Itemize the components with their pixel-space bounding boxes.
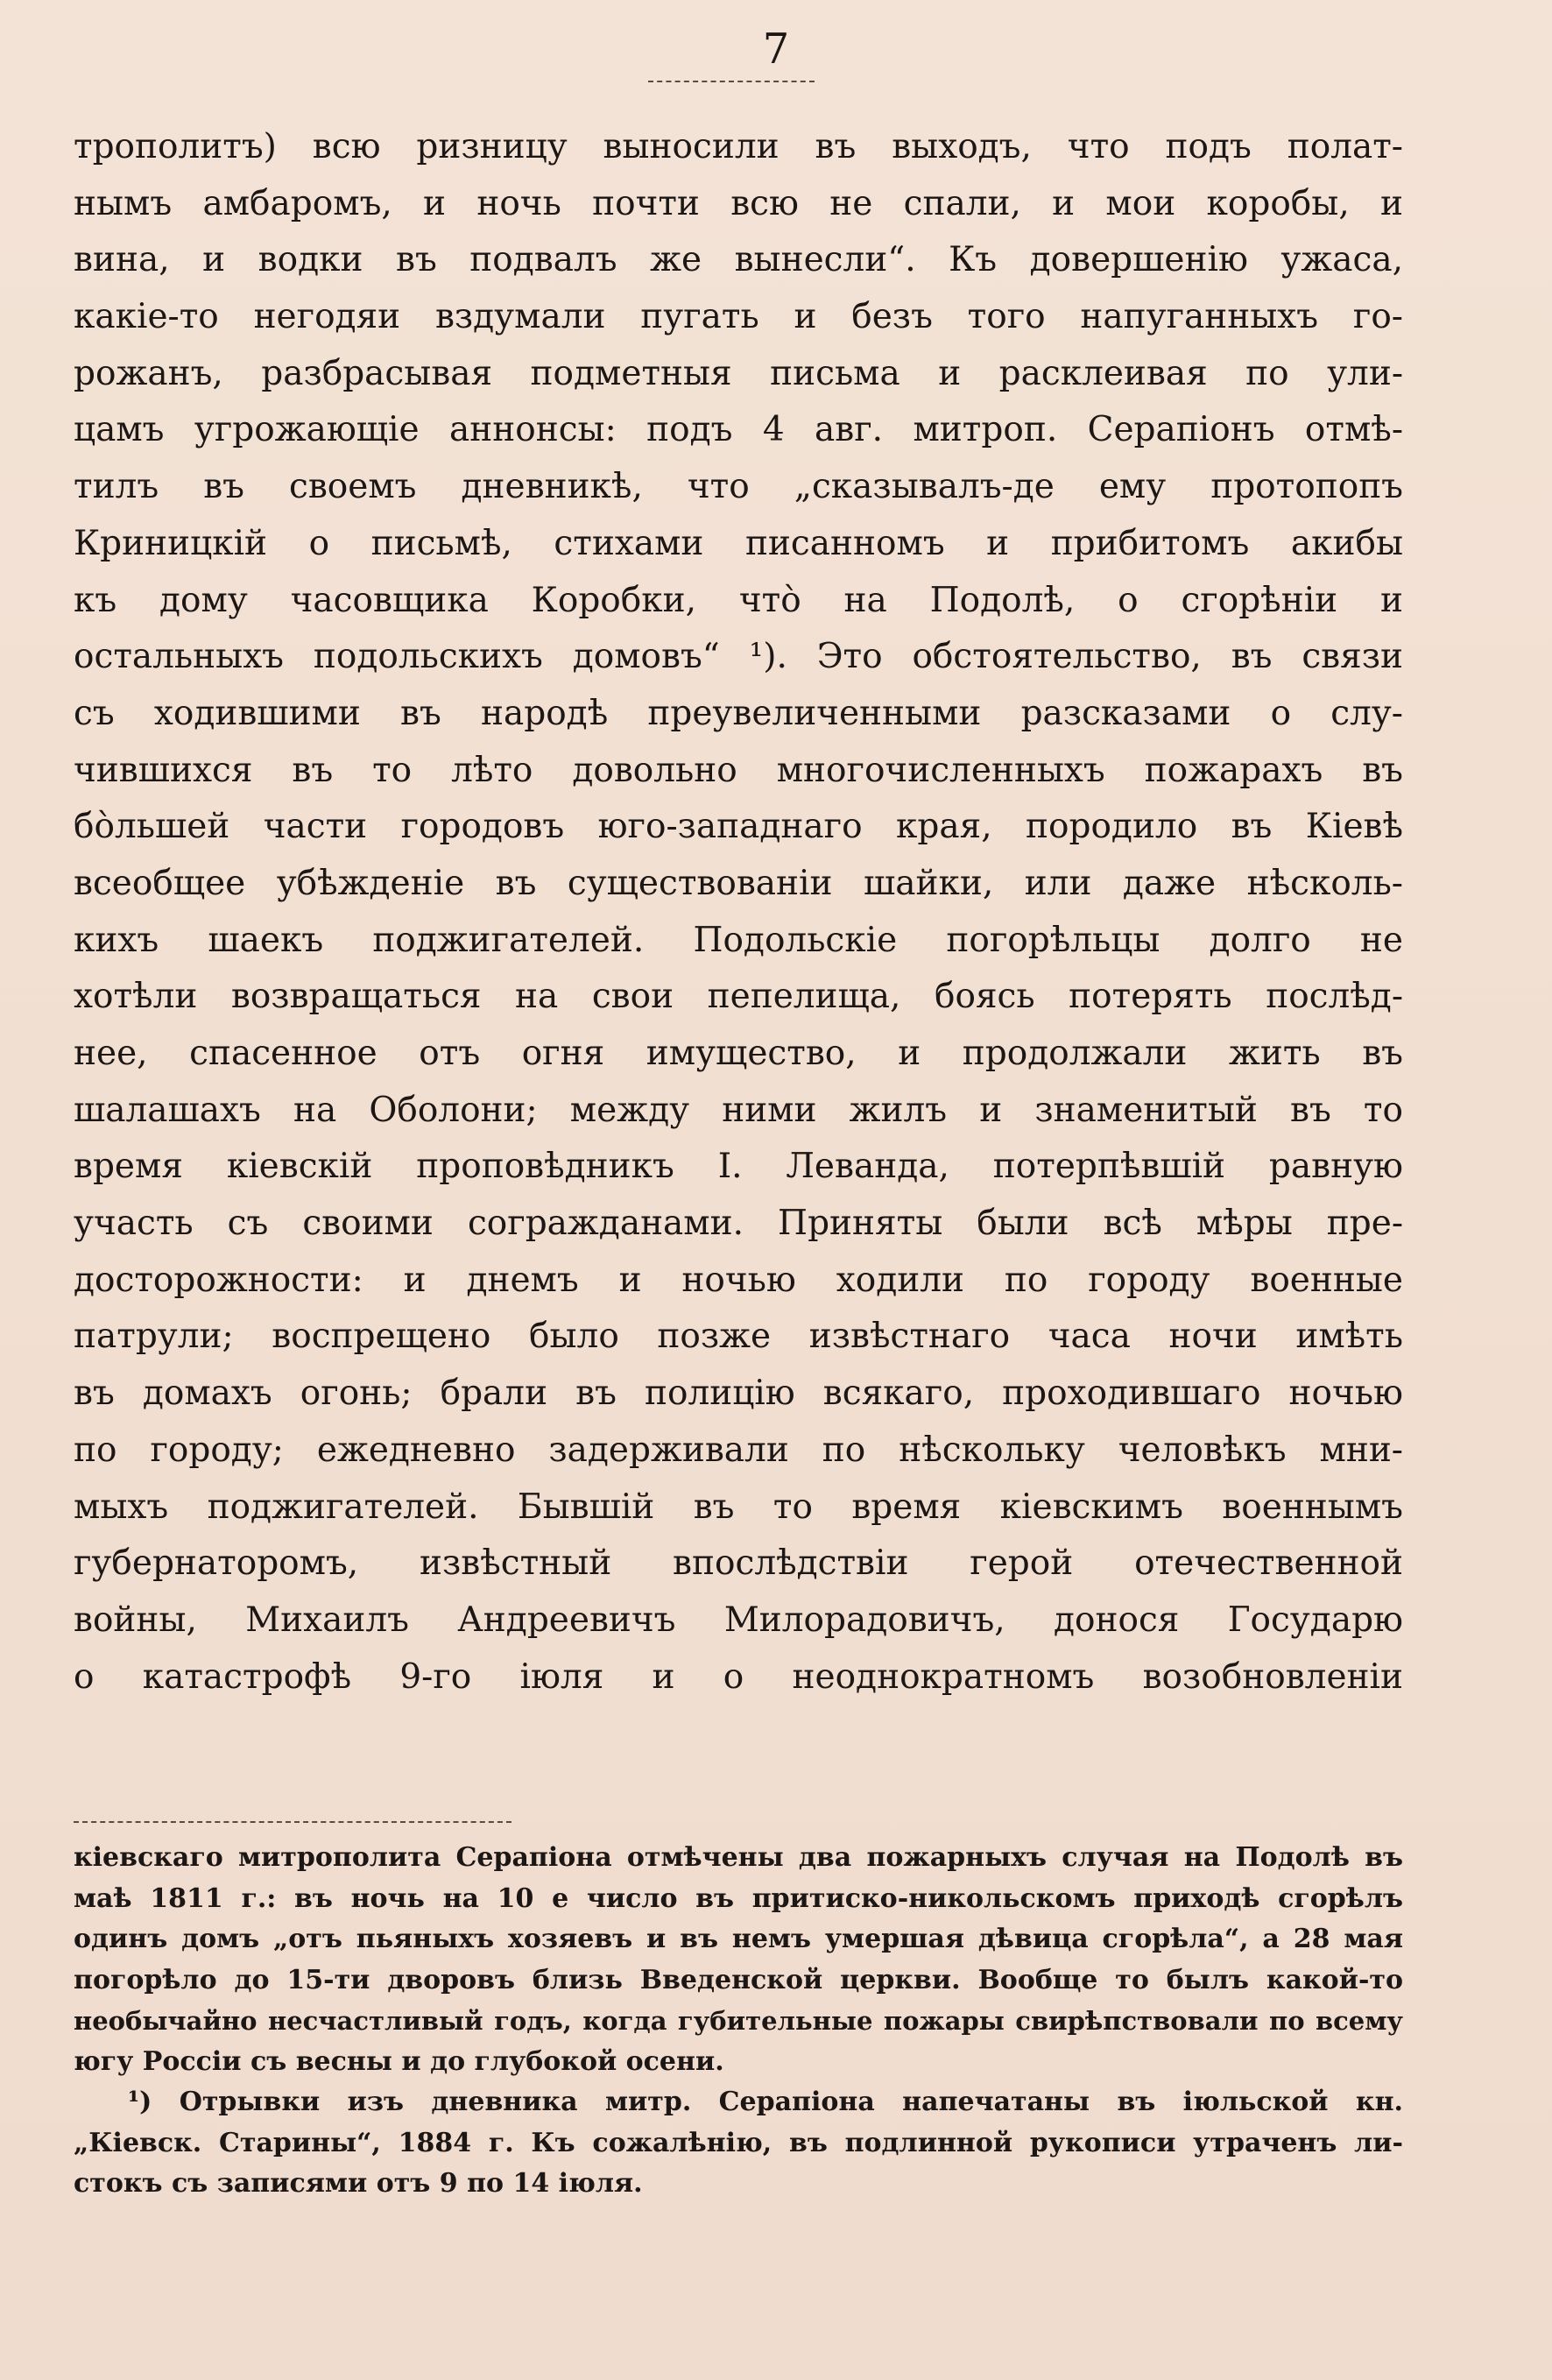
footnotes bbox=[74, 1838, 1403, 2205]
text-line: шалашахъ на Оболони; между ними жилъ и знаменитый въ то bbox=[74, 1090, 1403, 1130]
text-line: къ дому часовщика Коробки, что̀ на Подолѣ, о сгорѣніи и bbox=[74, 580, 1403, 620]
text-line: по городу; ежедневно задерживали по нѣскольку человѣкъ мни- bbox=[74, 1430, 1403, 1470]
text-line: губернаторомъ, извѣстный впослѣдствіи герой отечественной bbox=[74, 1543, 1403, 1584]
page-number: 7 bbox=[762, 25, 790, 74]
footnote-line: погорѣло до 15-ти дворовъ близь Введенской церкви. Вообще то былъ какой-то bbox=[74, 1964, 1403, 1995]
main-text bbox=[74, 119, 1403, 1706]
text-line: чившихся въ то лѣто довольно многочисленныхъ пожарахъ въ bbox=[74, 750, 1403, 790]
text-line: войны, Михаилъ Андреевичъ Милорадовичъ, донося Государю bbox=[74, 1600, 1403, 1640]
text-line: о катастрофѣ 9-го іюля и о неоднократномъ возобновленіи bbox=[74, 1656, 1403, 1697]
text-line: всеобщее убѣжденіе въ существованіи шайки, или даже нѣсколь- bbox=[74, 863, 1403, 903]
text-line: нымъ амбаромъ, и ночь почти всю не спали, и мои коробы, и bbox=[74, 183, 1403, 223]
footnote-line: необычайно несчастливый годъ, когда губительные пожары свирѣпствовали по всему bbox=[74, 2006, 1403, 2036]
footnote-line: стокъ съ записями отъ 9 по 14 іюля. bbox=[74, 2168, 643, 2199]
text-line: тилъ въ своемъ дневникѣ, что „сказывалъ-де ему протопопъ bbox=[74, 467, 1403, 507]
footnote-line: югу Россіи съ весны и до глубокой осени. bbox=[74, 2045, 724, 2077]
text-line: съ ходившими въ народѣ преувеличенными разсказами о слу- bbox=[74, 693, 1403, 733]
text-line: бо̀льшей части городовъ юго-западнаго края, породило въ Кіевѣ bbox=[74, 807, 1403, 847]
footnote-line: „Кіевск. Старины“, 1884 г. Къ сожалѣнію, въ подлинной рукописи утраченъ ли- bbox=[74, 2127, 1403, 2158]
footnote-rule bbox=[74, 1821, 511, 1823]
text-line: досторожности: и днемъ и ночью ходили по городу военные bbox=[74, 1260, 1403, 1300]
text-line: участь съ своими согражданами. Приняты были всѣ мѣры пре- bbox=[74, 1204, 1403, 1244]
footnote-line: ¹) Отрывки изъ дневника митр. Серапіона напечатаны въ іюльской кн. bbox=[128, 2087, 1403, 2117]
text-line: трополитъ) всю ризницу выносили въ выходъ, что подъ полат- bbox=[74, 127, 1403, 166]
text-line: въ домахъ огонь; брали въ полицію всякаго, проходившаго ночью bbox=[74, 1374, 1403, 1414]
text-line: цамъ угрожающіе аннонсы: подъ 4 авг. митроп. Серапіонъ отмѣ- bbox=[74, 410, 1403, 450]
text-line: мыхъ поджигателей. Бывшій въ то время кіевскимъ военнымъ bbox=[74, 1487, 1403, 1527]
header-rule bbox=[648, 81, 815, 82]
footnote-line: маѣ 1811 г.: въ ночь на 10 е число въ притиско-никольскомъ приходѣ сгорѣлъ bbox=[74, 1882, 1403, 1914]
text-line: патрули; воспрещено было позже извѣстнаго часа ночи имѣть bbox=[74, 1317, 1403, 1357]
text-line: вина, и водки въ подвалъ же вынесли“. Къ довершенію ужаса, bbox=[74, 240, 1403, 280]
text-line: нее, спасенное отъ огня имущество, и продолжали жить въ bbox=[74, 1034, 1403, 1073]
text-line: остальныхъ подольскихъ домовъ“ ¹). Это обстоятельство, въ связи bbox=[74, 637, 1403, 677]
text-line: рожанъ, разбрасывая подметныя письма и расклеивая по ули- bbox=[74, 353, 1403, 393]
text-line: какіе-то негодяи вздумали пугать и безъ того напуганныхъ го- bbox=[74, 297, 1403, 337]
text-line: время кіевскій проповѣдникъ І. Леванда, потерпѣвшій равную bbox=[74, 1147, 1403, 1187]
text-line: кихъ шаекъ поджигателей. Подольскіе погорѣльцы долго не bbox=[74, 920, 1403, 960]
text-line: Криницкій о письмѣ, стихами писанномъ и прибитомъ акибы bbox=[74, 523, 1403, 563]
footnote-line: кіевскаго митрополита Серапіона отмѣчены два пожарныхъ случая на Подолѣ въ bbox=[74, 1842, 1403, 1873]
text-line: хотѣли возвращаться на свои пепелища, боясь потерять послѣд- bbox=[74, 977, 1403, 1017]
footnote-line: одинъ домъ „отъ пьяныхъ хозяевъ и въ немъ умершая дѣвица сгорѣла“, а 28 мая bbox=[74, 1924, 1403, 1954]
